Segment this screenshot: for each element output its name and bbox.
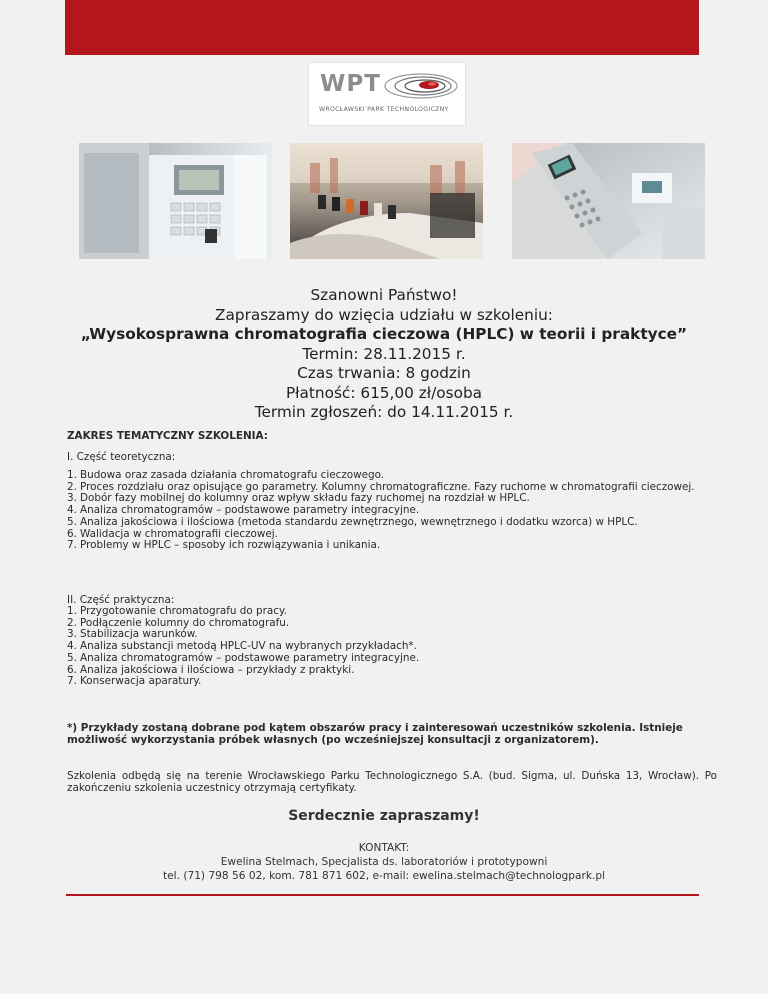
training-duration: Czas trwania: 8 godzin [297,364,471,382]
invite-text: Zapraszamy do wzięcia udziału w szkoleniu: [215,305,553,324]
footnote: *) Przykłady zostaną dobrane pod kątem obszarów pracy i zainteresowań uczestników szkolenia. Istnieje możliwość wykorzystania próbek własnych (po wcześniejszej konsultacji z organizatorem). [67,722,683,747]
part2-heading: II. Część praktyczna: [67,594,175,606]
scope-heading: ZAKRES TEMATYCZNY SZKOLENIA: [67,430,268,442]
logo-name: WPT [320,71,381,97]
closing-text: Serdecznie zapraszamy! [288,808,480,824]
list-item: 5. Analiza jakościowa i ilościowa (metoda standardu zewnętrznego, wewnętrznego i dodatku wzorca) w HPLC. [67,515,638,528]
list-item: 2. Podłączenie kolumny do chromatografu. [67,616,290,629]
contact-label: KONTAKT: [358,842,410,854]
part1-list [67,470,717,552]
bottom-divider [66,894,699,896]
logo-subtitle: WROCŁAWSKI PARK TECHNOLOGICZNY [319,106,449,113]
list-item: 2. Proces rozdziału oraz opisujące go parametry. Kolumny chromatograficzne. Fazy ruchome w chromatografii cieczowej. [67,480,695,493]
list-item: 3. Stabilizacja warunków. [67,628,198,641]
list-item: 1. Budowa oraz zasada działania chromatografu cieczowego. [67,469,385,481]
list-item: 4. Analiza chromatogramów – podstawowe parametry integracyjne. [67,504,420,517]
part2-list [67,606,717,688]
logo-swirl-icon [377,70,459,102]
contact-details: tel. (71) 798 56 02, kom. 781 871 602, e-mail: ewelina.stelmach@technologpark.pl [162,870,606,882]
part1-heading: I. Część teoretyczna: [67,451,176,463]
list-item: 3. Dobór fazy mobilnej do kolumny oraz wpływ składu fazy ruchomej na rozdział w HPLC. [67,492,530,505]
venue-info: Szkolenia odbędą się na terenie Wrocławskiego Parku Technologicznego S.A. (bud. Sigma, ul. Duńska 13, Wrocław). Po zakończeniu szkolenia uczestnicy otrzymają certyfikaty. [67,770,717,795]
contact-block [0,841,768,883]
list-item: 5. Analiza chromatogramów – podstawowe parametry integracyjne. [67,651,420,664]
list-item: 7. Konserwacja aparatury. [67,675,202,688]
greeting: Szanowni Państwo! [310,286,458,304]
training-fee: Płatność: 615,00 zł/osoba [285,383,483,402]
list-item: 1. Przygotowanie chromatografu do pracy. [67,605,287,617]
training-date: Termin: 28.11.2015 r. [302,344,466,363]
hplc-instrument-photo [79,143,272,259]
handheld-device-photo [512,143,705,259]
intro-block [0,286,768,423]
registration-deadline: Termin zgłoszeń: do 14.11.2015 r. [254,403,514,421]
top-red-banner [65,0,699,55]
list-item: 6. Walidacja w chromatografii cieczowej. [67,527,278,540]
contact-person: Ewelina Stelmach, Specjalista ds. laboratoriów i prototypowni [220,856,548,868]
list-item: 7. Problemy w HPLC – sposoby ich rozwiązywania i unikania. [67,539,381,552]
list-item: 4. Analiza substancji metodą HPLC-UV na wybranych przykładach*. [67,640,417,653]
training-title: „Wysokosprawna chromatografia cieczowa (HPLC) w teorii i praktyce” [80,325,688,343]
wpt-logo [308,62,466,126]
sample-vials-photo [290,143,483,259]
list-item: 6. Analiza jakościowa i ilościowa – przykłady z praktyki. [67,663,355,676]
